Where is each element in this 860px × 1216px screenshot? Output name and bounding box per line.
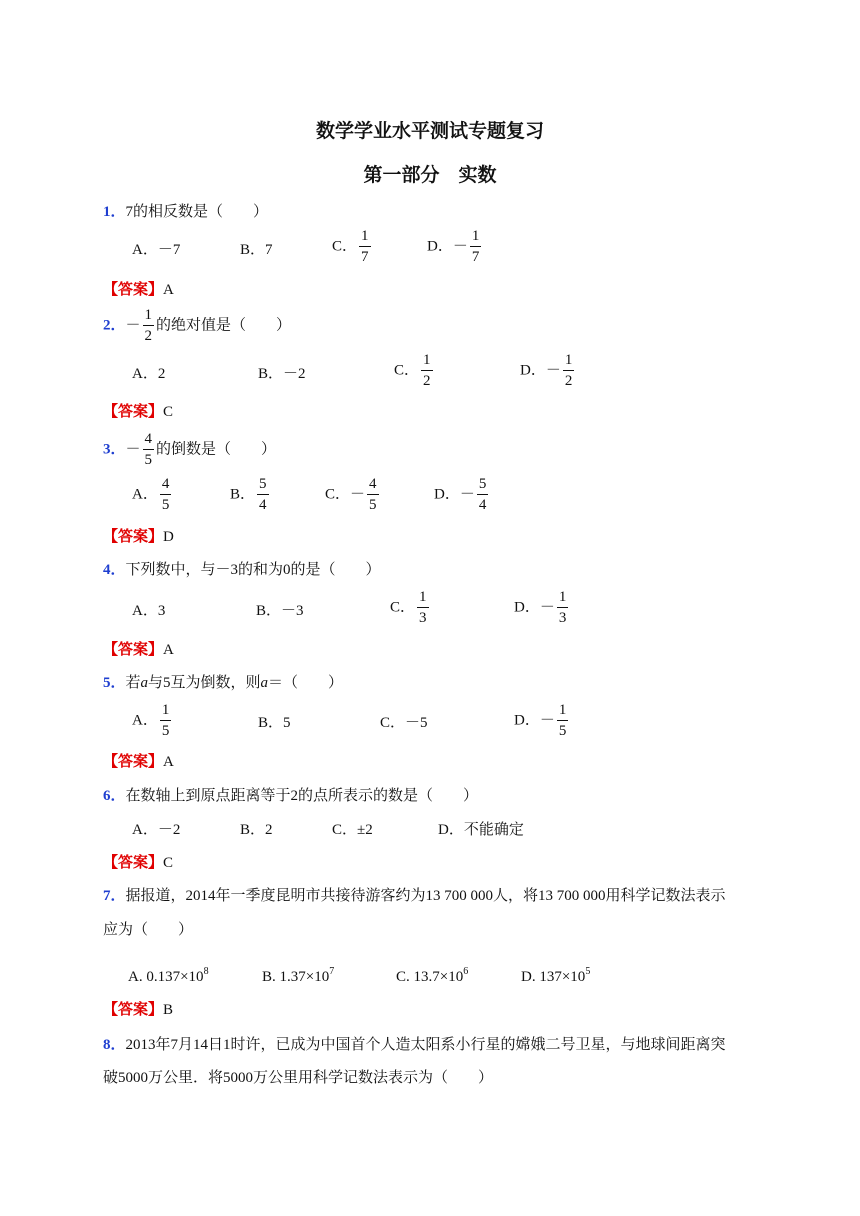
option-c: C. $13.7\times 10^6$ bbox=[396, 966, 469, 985]
answer-5: 【答案】A bbox=[103, 754, 174, 770]
question-number: 6． bbox=[103, 788, 126, 804]
fraction: $\frac{1}{7}$ bbox=[471, 228, 480, 265]
question-2: 2．－ $\frac{1}{2}$ 的绝对值是（ ） bbox=[103, 307, 292, 344]
question-8-line-2: 破5000万公里．将5000万公里用科学记数法表示为（ ） bbox=[103, 1070, 494, 1086]
fraction: $\frac{4}{5}$ bbox=[144, 431, 153, 468]
question-number: 5． bbox=[103, 675, 126, 691]
fraction: $\frac{4}{5}$ bbox=[161, 476, 170, 513]
question-number: 7． bbox=[103, 888, 126, 904]
answer-6: 【答案】C bbox=[103, 855, 174, 871]
fraction: $\frac{1}{5}$ bbox=[161, 702, 170, 739]
answer-4: 【答案】A bbox=[103, 642, 174, 658]
option-c: C．－ $\frac{4}{5}$ bbox=[325, 476, 377, 513]
fraction: $\frac{1}{2}$ bbox=[564, 352, 573, 389]
option-d: D．－ $\frac{1}{7}$ bbox=[427, 228, 480, 265]
option-b: B. $1.37\times 10^7$ bbox=[262, 966, 335, 985]
answer-3: 【答案】D bbox=[103, 529, 174, 545]
fraction: $\frac{1}{3}$ bbox=[419, 589, 427, 626]
page-title: 数学学业水平测试专题复习 bbox=[315, 121, 544, 142]
option-b: B．5 bbox=[258, 715, 291, 731]
question-1 bbox=[103, 202, 268, 222]
option-b: B．－2 bbox=[258, 366, 306, 382]
fraction: $\frac{4}{5}$ bbox=[369, 476, 377, 513]
answer-7: 【答案】B bbox=[103, 1002, 174, 1018]
option-d: D．－ $\frac{1}{2}$ bbox=[520, 352, 573, 389]
option-a: A．－7 bbox=[132, 242, 181, 258]
option-d: D．－ $\frac{1}{3}$ bbox=[514, 589, 567, 626]
question-3: 3．－ $\frac{4}{5}$ 的倒数是（ ） bbox=[103, 431, 277, 468]
option-a: A． $\frac{4}{5}$ bbox=[132, 476, 170, 513]
answer-2: 【答案】C bbox=[103, 404, 174, 420]
option-d: D．不能确定 bbox=[438, 822, 524, 838]
option-b: B．7 bbox=[240, 242, 273, 258]
option-d: D．－ $\frac{1}{5}$ bbox=[514, 702, 567, 739]
option-a: A．2 bbox=[132, 366, 166, 382]
fraction: $\frac{1}{7}$ bbox=[361, 228, 369, 265]
option-a: A． $\frac{1}{5}$ bbox=[132, 702, 170, 739]
option-c: C． $\frac{1}{3}$ bbox=[390, 589, 427, 626]
question-6: 6．在数轴上到原点距离等于2的点所表示的数是（ ） bbox=[103, 788, 479, 804]
fraction: $\frac{5}{4}$ bbox=[478, 476, 487, 513]
answer-1: 【答案】A bbox=[103, 282, 174, 298]
fraction: $\frac{1}{3}$ bbox=[558, 589, 567, 626]
option-b: B．2 bbox=[240, 822, 273, 838]
fraction: $\frac{1}{2}$ bbox=[144, 307, 153, 344]
option-c: C．±2 bbox=[332, 822, 373, 838]
option-c: C．－5 bbox=[380, 715, 428, 731]
fraction: $\frac{1}{2}$ bbox=[423, 352, 431, 389]
option-a: A．3 bbox=[132, 603, 166, 619]
option-b: B．－3 bbox=[256, 603, 304, 619]
option-c: C． $\frac{1}{7}$ bbox=[332, 228, 369, 265]
question-stem: 7的相反数是（ ） bbox=[125, 204, 269, 220]
question-number: 8． bbox=[103, 1037, 126, 1053]
question-number: 3． bbox=[103, 441, 126, 458]
fraction: $\frac{5}{4}$ bbox=[259, 476, 267, 513]
question-number: 4． bbox=[103, 562, 126, 578]
option-a: A. $0.137\times 10^8$ bbox=[128, 966, 209, 985]
fraction: $\frac{1}{5}$ bbox=[558, 702, 567, 739]
question-number: 2． bbox=[103, 317, 126, 334]
question-number: 1． bbox=[103, 204, 126, 220]
option-a: A．－2 bbox=[132, 822, 181, 838]
option-d: D．－ $\frac{5}{4}$ bbox=[434, 476, 487, 513]
option-d: D. $137\times 10^5$ bbox=[521, 966, 591, 985]
section-title: 第一部分 实数 bbox=[363, 165, 497, 186]
question-4: 4．下列数中，与－3的和为0的是（ ） bbox=[103, 562, 381, 578]
question-7: 7．据报道，2014年一季度昆明市共接待游客约为13 700 000人，将13 700 000用科学记数法表示 bbox=[103, 888, 726, 904]
question-8: 8．2013年7月14日1时许，已成为中国首个人造太阳系小行星的嫦娥二号卫星，与地球间距离突 bbox=[103, 1037, 726, 1053]
question-7-line-2: 应为（ ） bbox=[103, 922, 194, 938]
option-c: C． $\frac{1}{2}$ bbox=[394, 352, 431, 389]
option-b: B． $\frac{5}{4}$ bbox=[230, 476, 267, 513]
question-5: 5．若a与5互为倒数，则a＝（ ） bbox=[103, 675, 344, 691]
